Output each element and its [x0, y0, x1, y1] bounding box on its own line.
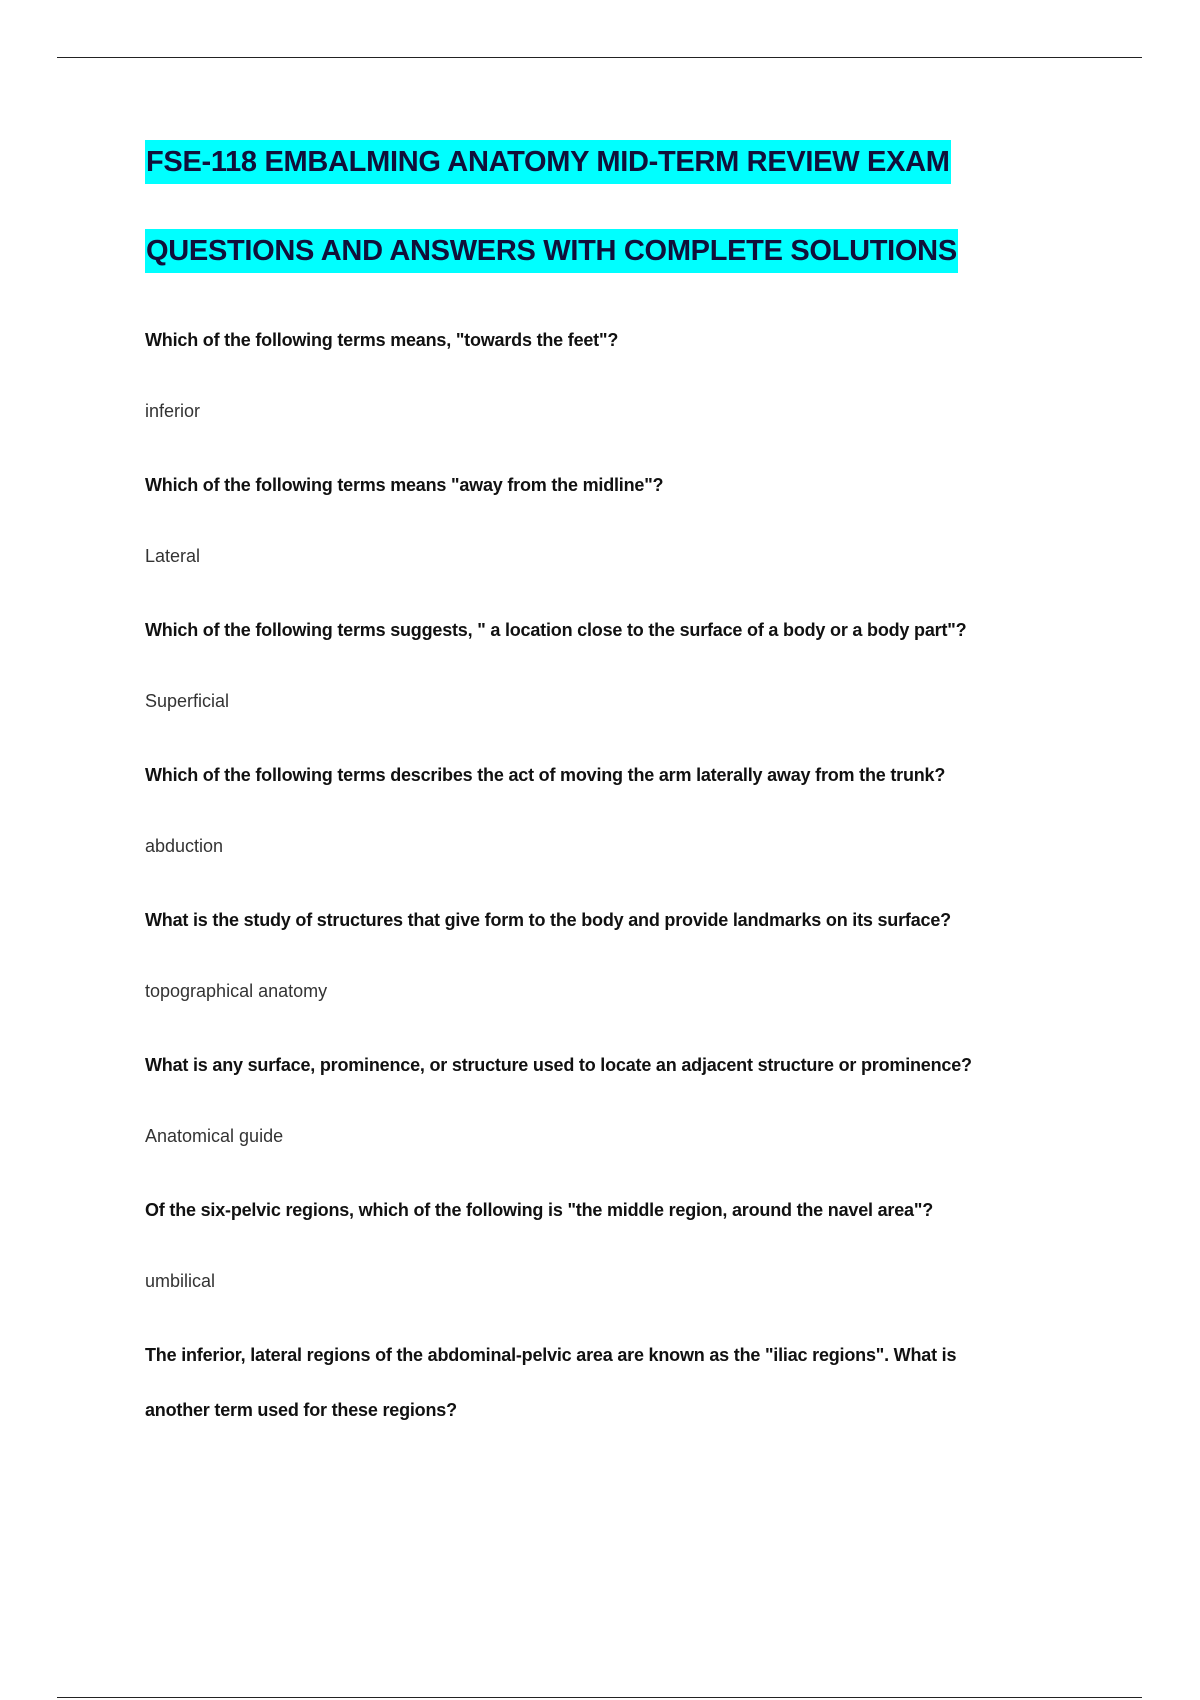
- answer-3: Superficial: [145, 691, 230, 711]
- qa-list: [145, 313, 1065, 1438]
- question-3: Which of the following terms suggests, " a location close to the surface of a body or a body part"?: [145, 620, 967, 640]
- document-title-line-2: QUESTIONS AND ANSWERS WITH COMPLETE SOLUTIONS: [145, 229, 958, 273]
- question-5: What is the study of structures that give form to the body and provide landmarks on its surface?: [145, 910, 951, 930]
- question-4: Which of the following terms describes the act of moving the arm laterally away from the trunk?: [145, 765, 946, 785]
- answer-1: inferior: [145, 401, 201, 421]
- question-7: Of the six-pelvic regions, which of the following is "the middle region, around the navel area"?: [145, 1200, 933, 1220]
- title-row-2: [145, 229, 1065, 313]
- top-rule: [57, 57, 1142, 58]
- question-8-line-2: another term used for these regions?: [145, 1400, 457, 1420]
- question-8: [145, 1328, 1065, 1438]
- answer-4: abduction: [145, 836, 224, 856]
- bottom-rule: [57, 1697, 1142, 1698]
- answer-6: Anatomical guide: [145, 1126, 284, 1146]
- document-title-line-1: FSE-118 EMBALMING ANATOMY MID-TERM REVIEW EXAM: [145, 140, 951, 184]
- question-2: Which of the following terms means "away from the midline"?: [145, 475, 664, 495]
- question-1: Which of the following terms means, "towards the feet"?: [145, 330, 619, 350]
- answer-2: Lateral: [145, 546, 201, 566]
- title-row-1: [145, 140, 1065, 229]
- question-8-line-1: The inferior, lateral regions of the abdominal-pelvic area are known as the "iliac regions". What is: [145, 1345, 957, 1365]
- answer-7: umbilical: [145, 1271, 216, 1291]
- answer-5: topographical anatomy: [145, 981, 328, 1001]
- question-6: What is any surface, prominence, or structure used to locate an adjacent structure or prominence?: [145, 1055, 972, 1075]
- document-body: [145, 140, 1065, 1454]
